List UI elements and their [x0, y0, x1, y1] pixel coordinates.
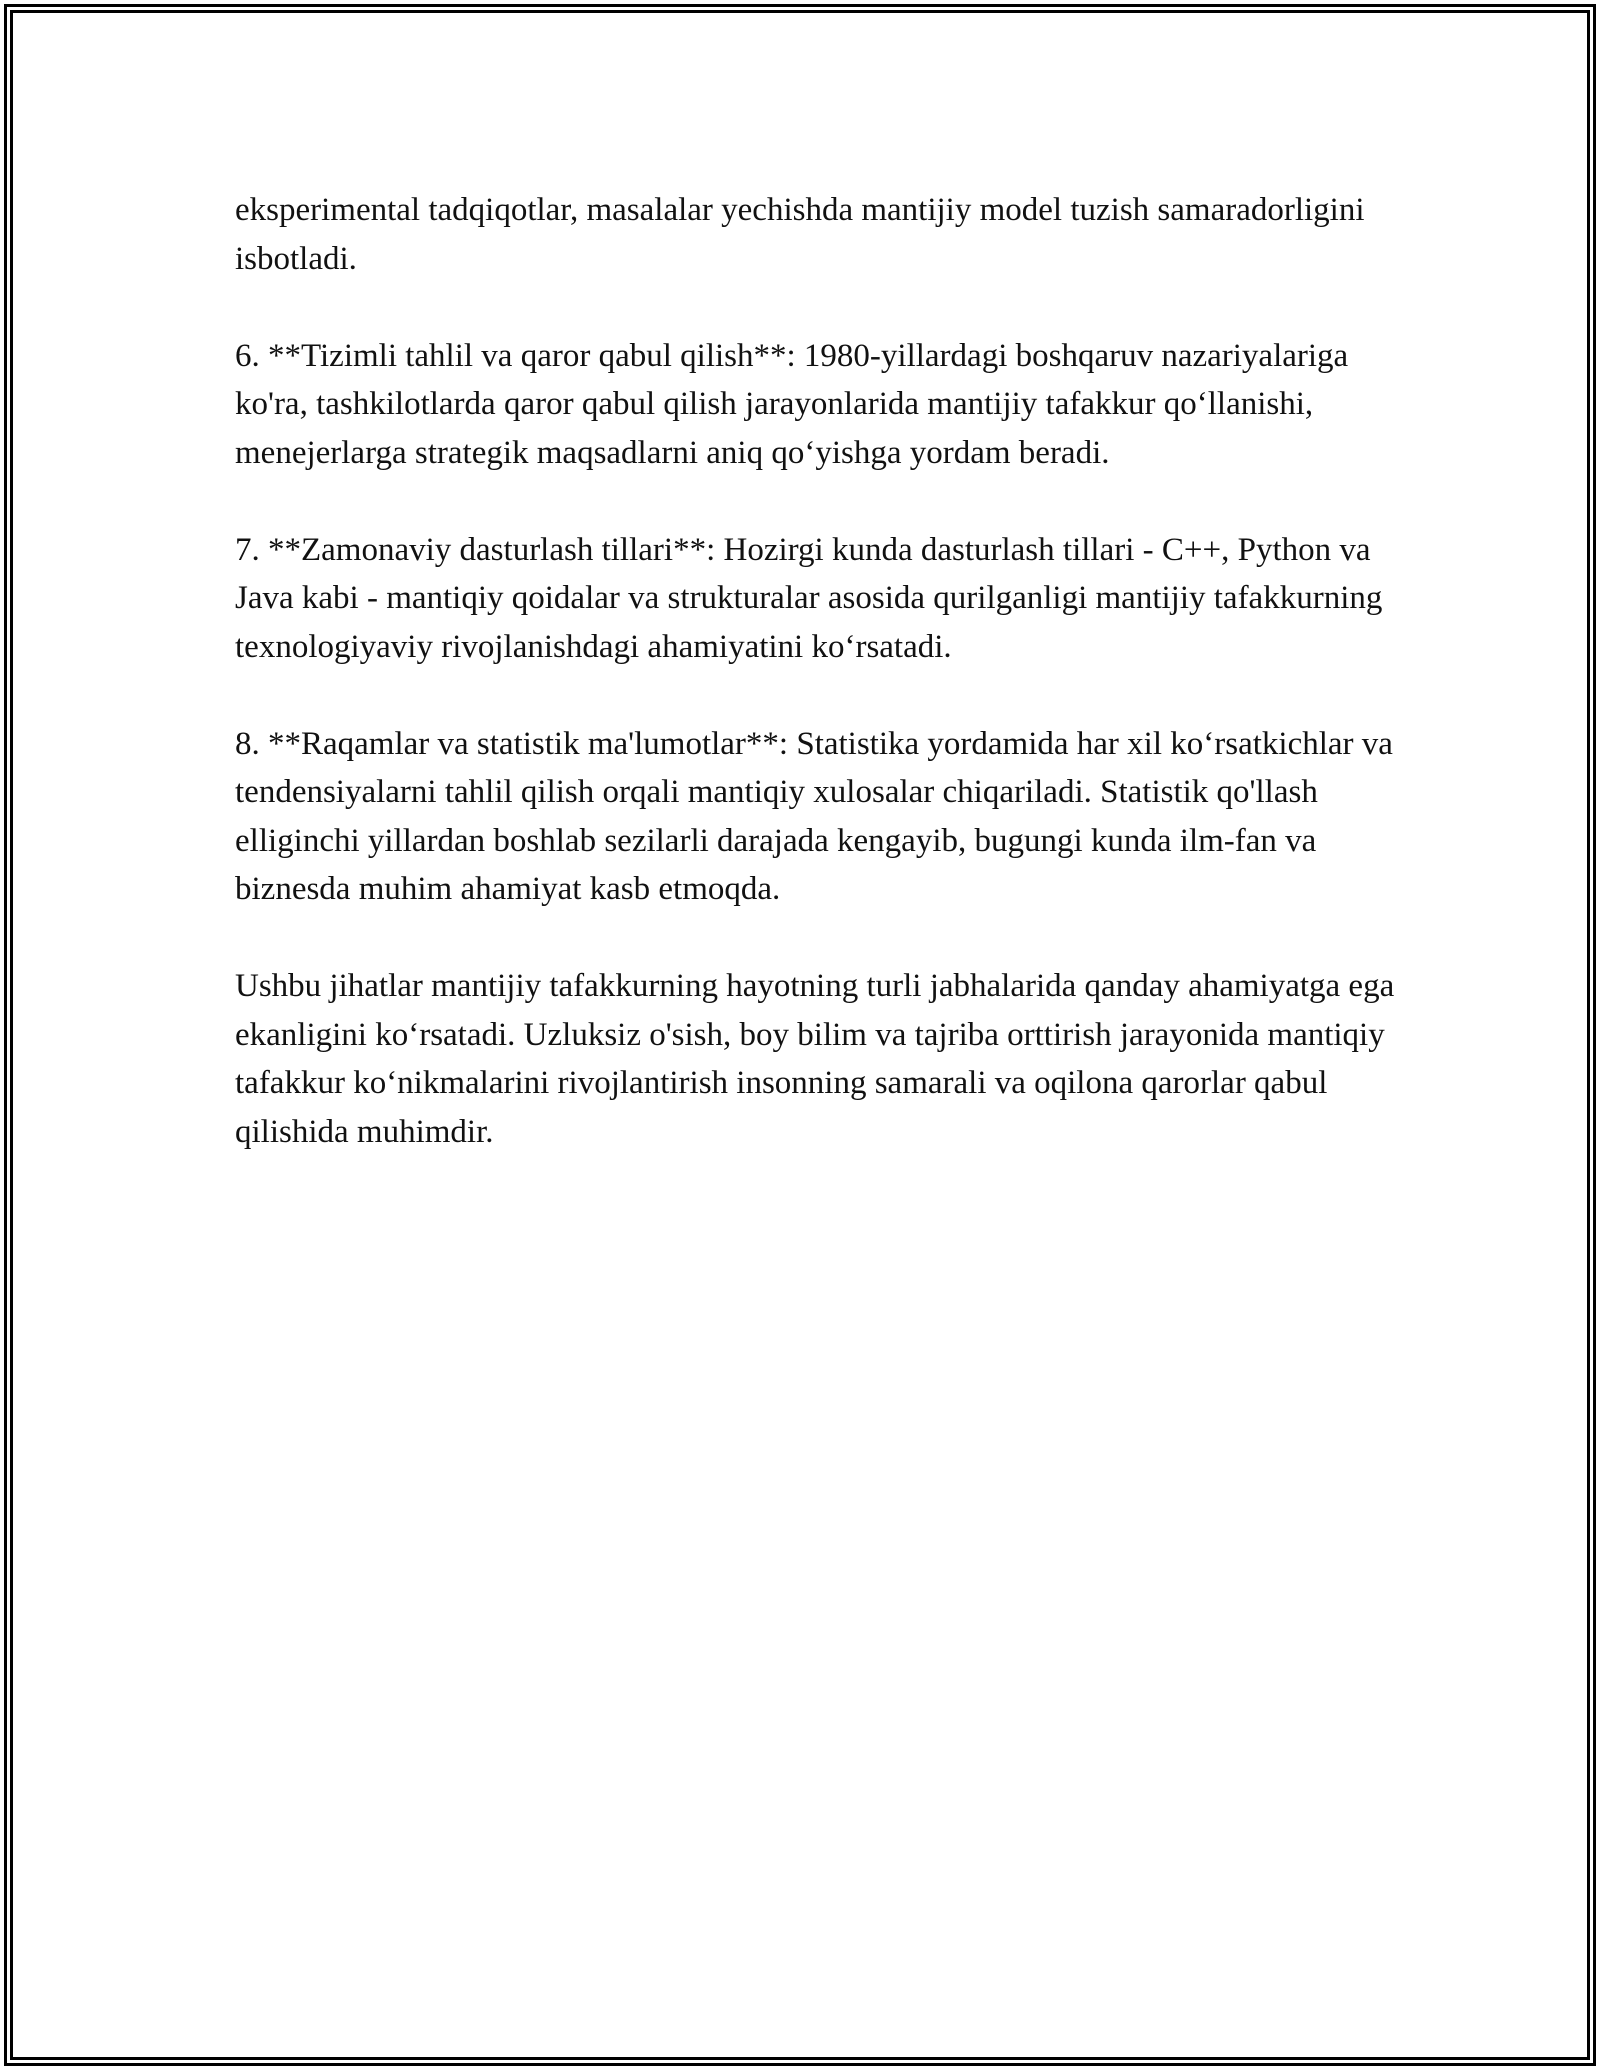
paragraph-item-8: 8. **Raqamlar va statistik ma'lumotlar**: Statistika yordamida har xil ko‘rsatkichlar va tendensiyalarni tahlil qilish orqali mantiqiy xulosalar chiqariladi. Statistik qo'llash elliginchi yillardan boshlab sezilarli darajada kengayib, bugungi kunda ilm-fan va biznesda muhim ahamiyat kasb etmoqda. [235, 725, 1393, 907]
paragraph-continuation: eksperimental tadqiqotlar, masalalar yechishda mantijiy model tuzish samaradorligini isbotladi. [235, 192, 1365, 277]
paragraph-item-6: 6. **Tizimli tahlil va qaror qabul qilish**: 1980-yillardagi boshqaruv nazariyalariga ko'ra, tashkilotlarda qaror qabul qilish jarayonlarida mantijiy tafakkur qo‘llanishi, menejerlarga strategik maqsadlarni aniq qo‘yishga yordam beradi. [235, 337, 1349, 471]
paragraph-item-7: 7. **Zamonaviy dasturlash tillari**: Hozirgi kunda dasturlash tillari - C++, Python va Java kabi - mantiqiy qoidalar va strukturalar asosida qurilganligi mantijiy tafakkurning texnologiyaviy rivojlanishdagi ahamiyatini ko‘rsatadi. [235, 531, 1383, 665]
document-body [235, 186, 1395, 1205]
paragraph-conclusion: Ushbu jihatlar mantijiy tafakkurning hayotning turli jabhalarida qanday ahamiyatga ega ekanligini ko‘rsatadi. Uzluksiz o'sish, boy bilim va tajriba orttirish jarayonida mantiqiy tafakkur ko‘nikmalarini rivojlantirish insonning samarali va oqilona qarorlar qabul qilishida muhimdir. [235, 968, 1395, 1150]
